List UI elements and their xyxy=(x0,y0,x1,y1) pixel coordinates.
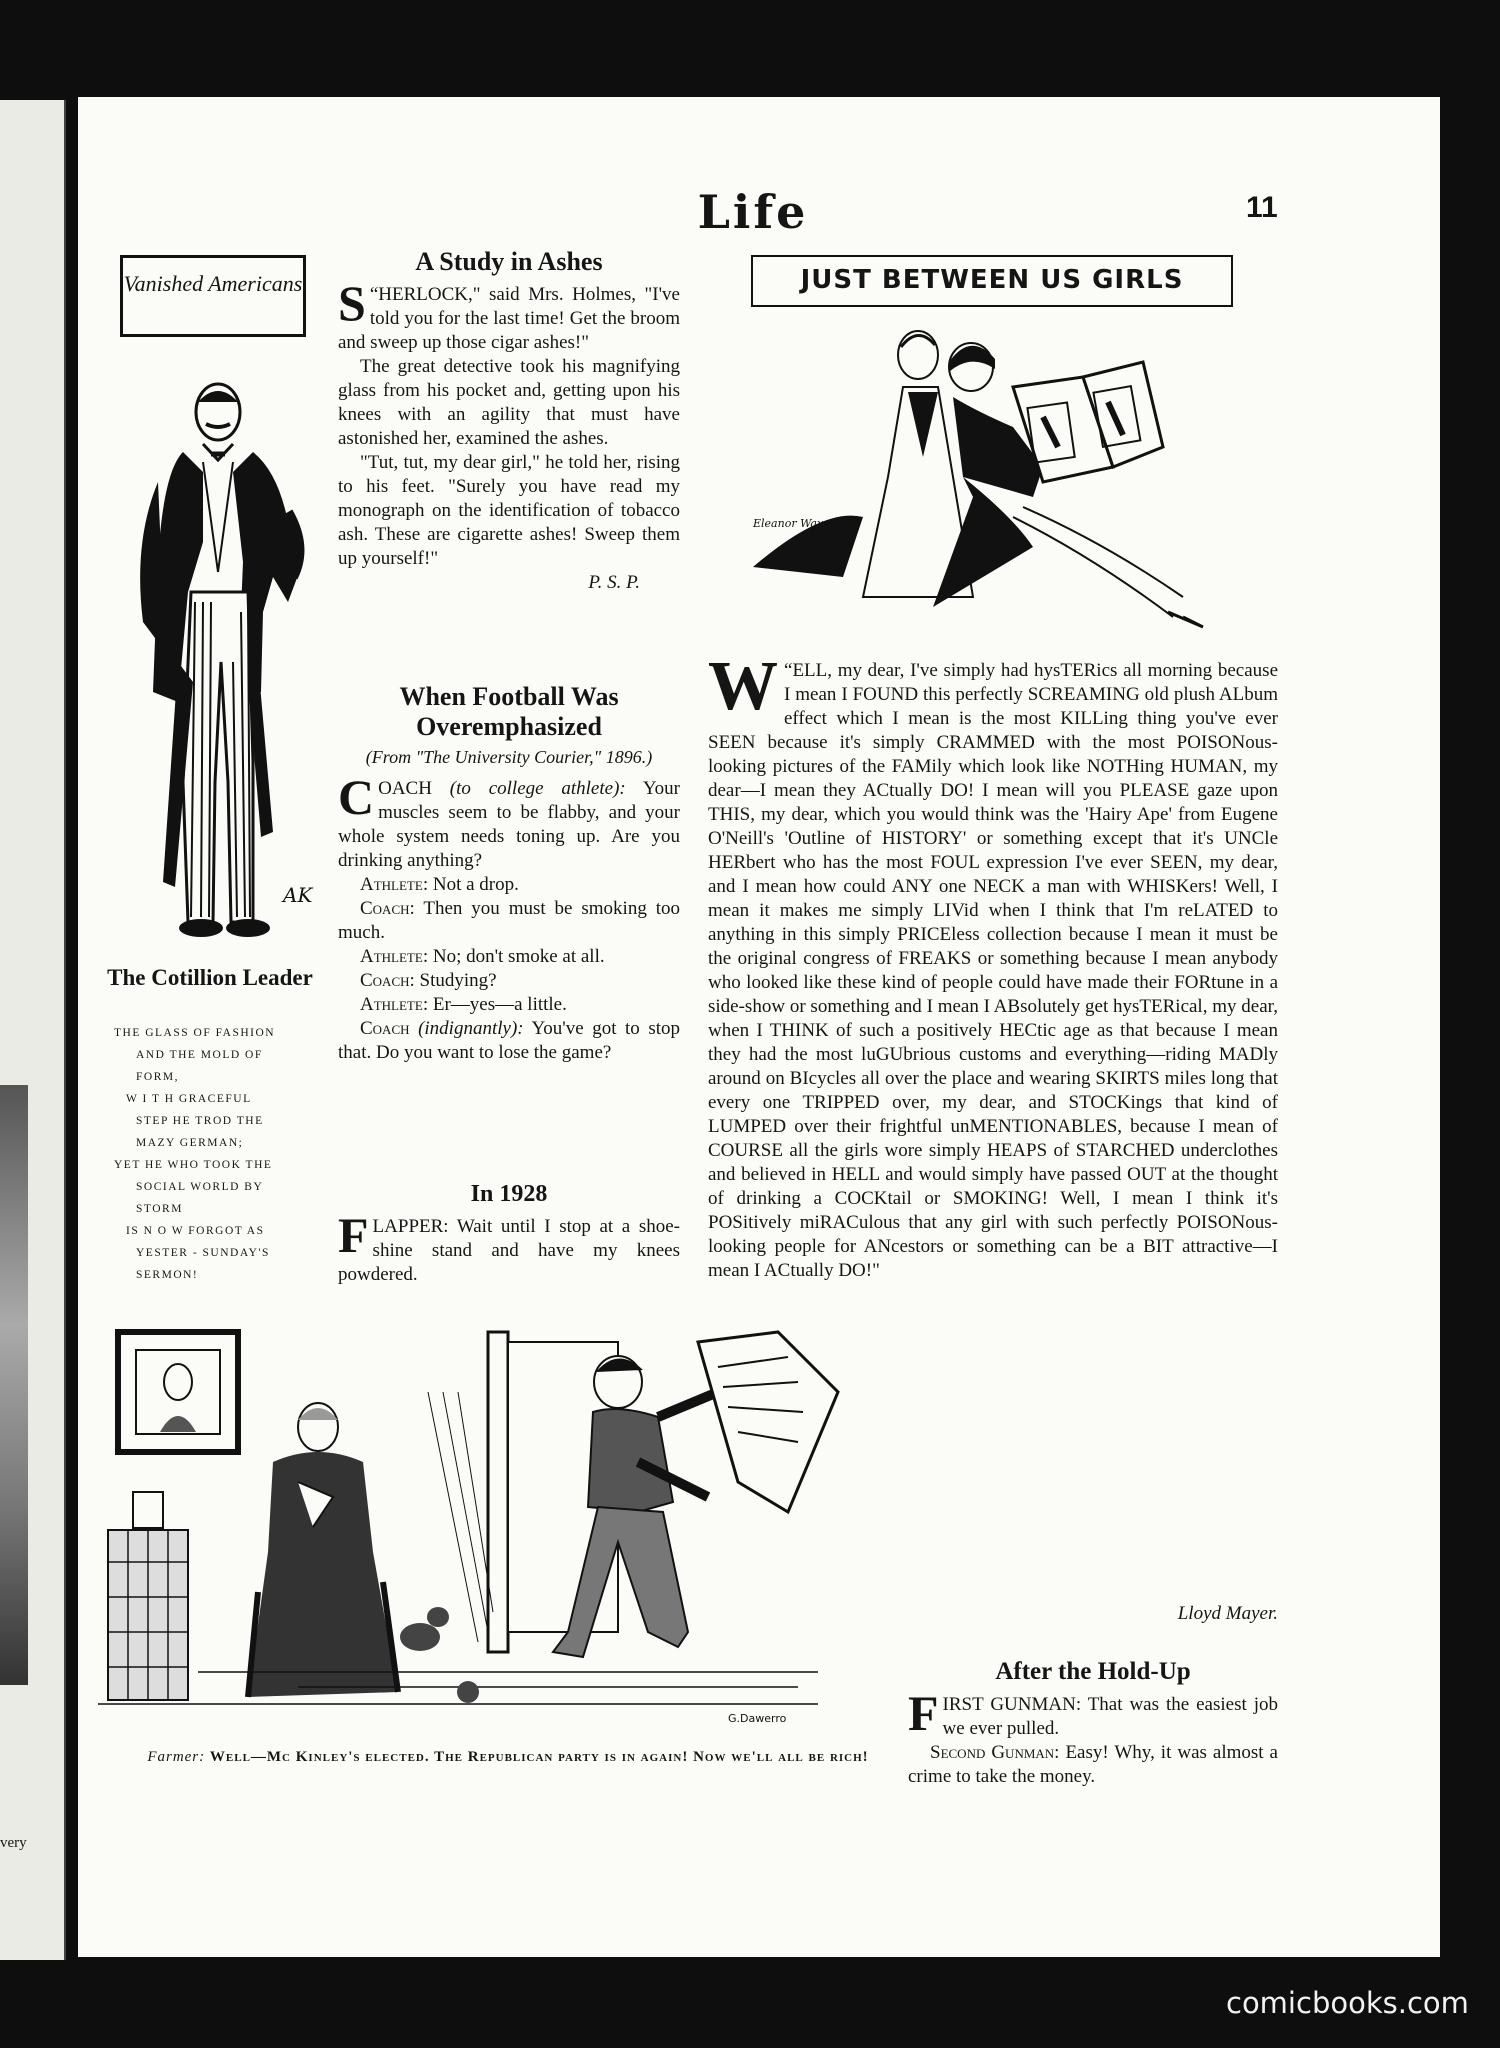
football-line-6: Athlete: Er—yes—a little. xyxy=(360,994,567,1015)
verse-line: YET HE WHO TOOK THE xyxy=(114,1159,273,1171)
study-signature: P. S. P. xyxy=(588,572,640,593)
verse-line: MAZY GERMAN; xyxy=(136,1137,244,1149)
football-line-1: COACH (to college athlete): Your muscles seem to be flabby, and your whole system needs toning up. Are you drinking anything? xyxy=(338,769,681,871)
holdup-line-2: Second Gunman: Easy! Why, it was almost a crime to take the money. xyxy=(908,1742,1278,1787)
dropcap-s: S xyxy=(338,275,366,331)
verse-line: STORM xyxy=(136,1203,183,1215)
girls-signature: Lloyd Mayer. xyxy=(1177,1603,1278,1624)
football-source: (From "The University Courier," 1896.) xyxy=(365,747,653,767)
study-paragraph-2: The great detective took his magnifying glass from his pocket and, getting upon his knees with an agility that must have astonished her, examined the ashes. xyxy=(338,356,680,449)
football-article xyxy=(338,682,680,1065)
cotillion-verse xyxy=(114,1022,324,1286)
verse-line: FORM, xyxy=(136,1071,179,1083)
cotillion-leader-illustration xyxy=(103,362,353,952)
dropcap-w: W xyxy=(708,659,778,725)
artist-mark-waxman: Eleanor Waxman xyxy=(753,517,848,530)
girls-open-quote: “ xyxy=(784,660,793,681)
girls-album-illustration xyxy=(713,317,1273,637)
verse-line: YESTER - SUNDAY'S xyxy=(136,1247,270,1259)
study-in-ashes-heading: A Study in Ashes xyxy=(415,247,603,276)
cartoon-speaker: Farmer: xyxy=(147,1749,206,1765)
holdup-heading: After the Hold-Up xyxy=(995,1658,1191,1685)
girls-monologue-bottom xyxy=(906,1299,1278,1641)
cartoon-caption xyxy=(108,1747,908,1768)
football-heading: When Football Was Overemphasized xyxy=(399,682,619,741)
dropcap-f-holdup: F xyxy=(908,1685,939,1741)
dropcap-c: C xyxy=(338,769,375,825)
football-line-2: Athlete: Not a drop. xyxy=(360,874,519,895)
football-line-3: Coach: Then you must be smoking too much. xyxy=(338,898,680,943)
girls-body-text: ELL, my dear, I've simply had hysTERics all morning because I mean I FOUND this perfectly SCREAMING old plush ALbum effect which I mean is the most KILLing thing you've ever SEEN because it's simply CRAMMED with the most POISONous-looking pictures of the FAMily which look like NOTHing HUMAN, my dear—I mean they ACtually DO! I mean will you PLEASE gaze upon THIS, my dear, which you would think was the 'Hairy Ape' from Eugene O'Neill's 'Outline of HISTORY' or something except that it's UNCle HERbert who has the most FOUL expression I've ever SEEN, my dear, and I mean how could ANY one NECK a man with WHISKers! Well, I mean it makes me simply LIVid when I think that I'm reLATED to anything in this simply PRICEless collection because I mean it must be the original congress of FREAKS or something because I mean anybody who looked like these kind of people could have made their FORtune in a side-show or something and I mean I ABsolutely get hysTERical, my dear, when I THINK of such a positively HECtic age as that because I mean they had the most luGUbrious customs and everything—riding MADly around on BIcycles all over the place and wearing SKIRTS miles long that every one TRIPPED over, my dear, and STOCKings that kind of LUMPED over their frightful unMENTIONABLES, because I mean of COURSE all the girls wore simply HEAPS of STARCHED underclothes and believed in HELL and would simply have passed OUT at the thought of drinking a COCKtail or SMOKING! Well, I mean I think it's POSitively miRACulous that any girl with such perfectly POISONous-looking people for ANcestors or something can be a BIT attractive—I mean I ACtually DO!" xyxy=(708,660,1278,1281)
cotillion-caption-title: The Cotillion Leader xyxy=(107,965,313,990)
artist-mark-dawerro: G.Dawerro xyxy=(728,1712,787,1725)
verse-line: IS N O W FORGOT AS xyxy=(126,1225,265,1237)
in-1928-text: FLAPPER: Wait until I stop at a shoe-shine stand and have my knees powdered. xyxy=(338,1207,680,1285)
verse-line: STEP HE TROD THE xyxy=(136,1115,264,1127)
study-paragraph-3: "Tut, tut, my dear girl," he told her, rising to his feet. "Surely you have read my monograph on the identification of tobacco ash. These are cigarette ashes! Sweep them up yourself!" xyxy=(338,452,680,569)
page-number: 11 xyxy=(1246,191,1278,224)
in-1928-article xyxy=(338,1179,680,1287)
vanished-americans-box: Vanished Americans xyxy=(120,255,306,337)
artist-mark-ak: AK xyxy=(283,883,313,907)
mckinley-cartoon-illustration xyxy=(98,1312,898,1742)
photo-fragment xyxy=(0,1085,28,1685)
magazine-page xyxy=(78,97,1440,1957)
girls-monologue-top xyxy=(708,659,1278,1299)
holdup-line-1: FIRST GUNMAN: That was the easiest job we ever pulled. xyxy=(908,1685,1278,1741)
dropcap-f: F xyxy=(338,1207,369,1263)
study-in-ashes-article xyxy=(338,247,680,595)
in-1928-heading: In 1928 xyxy=(470,1181,548,1207)
verse-line: SOCIAL WORLD BY xyxy=(136,1181,264,1193)
previous-page-fragment xyxy=(0,100,66,1960)
just-between-us-girls-banner: JUST BETWEEN US GIRLS xyxy=(751,255,1233,307)
verse-line: AND THE MOLD OF xyxy=(136,1049,263,1061)
football-line-5: Coach: Studying? xyxy=(360,970,497,991)
verse-line: W I T H GRACEFUL xyxy=(126,1093,252,1105)
football-line-7: Coach (indignantly): You've got to stop that. Do you want to lose the game? xyxy=(338,1018,681,1063)
fragment-word: very xyxy=(0,1835,27,1851)
verse-line: THE GLASS OF FASHION xyxy=(114,1027,276,1039)
watermark: comicbooks.com xyxy=(1226,1986,1469,2020)
verse-line: SERMON! xyxy=(136,1269,199,1281)
football-line-4: Athlete: No; don't smoke at all. xyxy=(360,946,605,967)
masthead-title: Life xyxy=(697,185,809,239)
cartoon-caption-text: Well—Mc Kinley's elected. The Republican party is in again! Now we'll all be rich! xyxy=(209,1749,869,1765)
study-paragraph-1: “ S HERLOCK," said Mrs. Holmes, "I've told you for the last time! Get the broom and sweep up those cigar ashes!" xyxy=(338,275,680,353)
holdup-article xyxy=(908,1657,1278,1789)
